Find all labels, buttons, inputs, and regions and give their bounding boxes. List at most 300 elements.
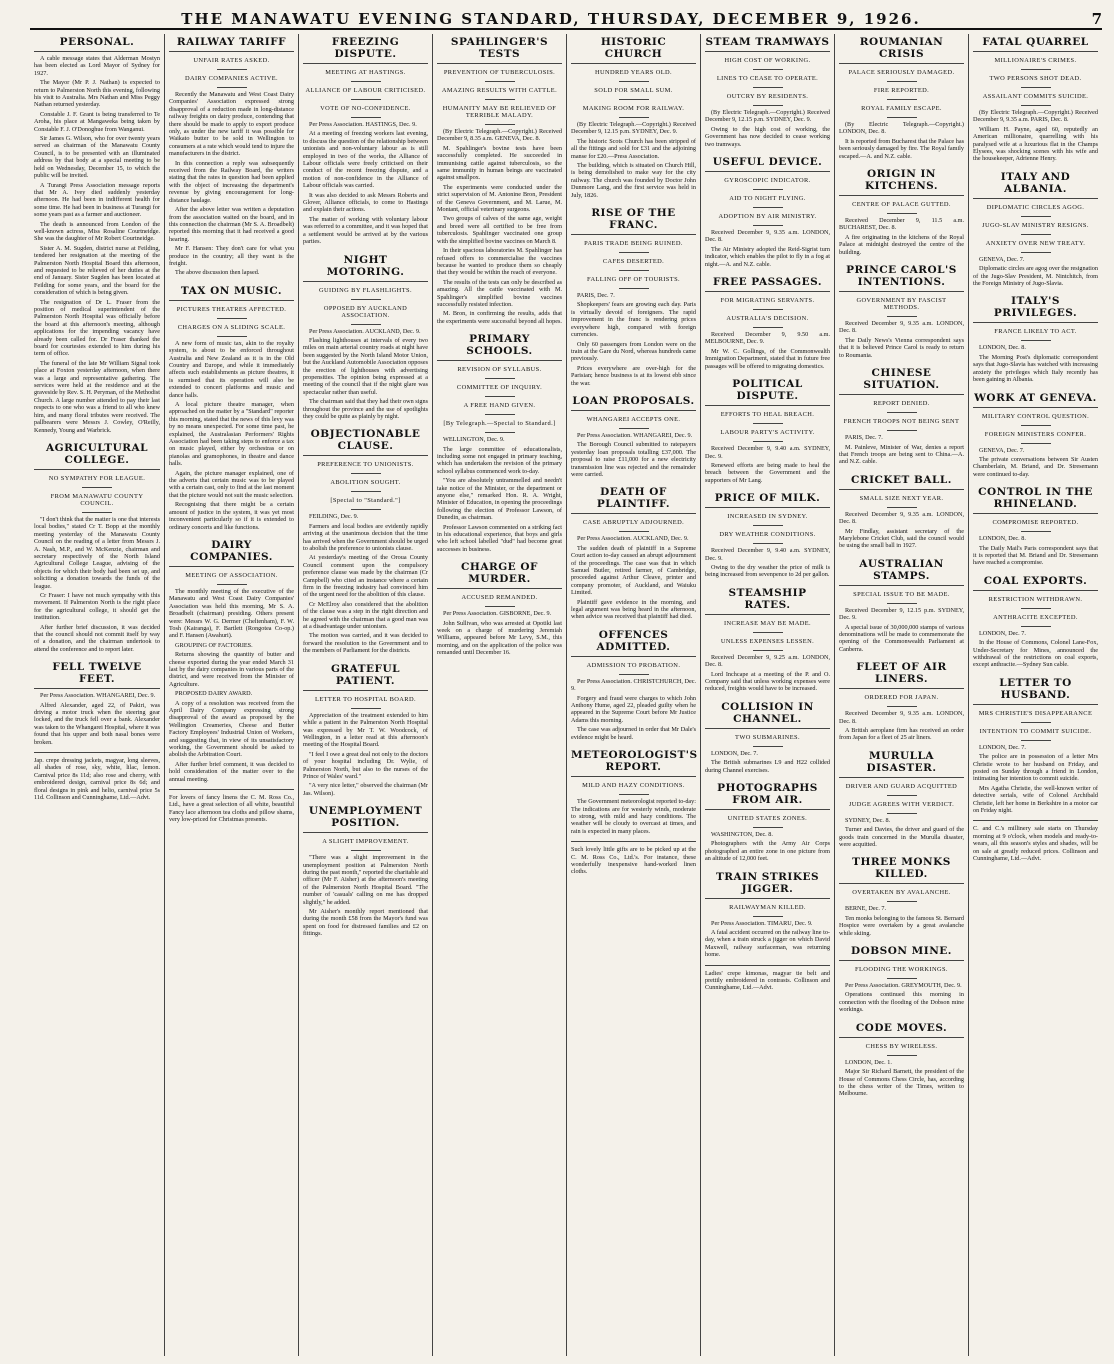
headline-rule <box>887 706 917 707</box>
headline-rule <box>1021 443 1051 444</box>
article <box>705 780 830 863</box>
article-paragraph: It is reported from Bucharest that the Palace has been seriously damaged by fire. The Royal family escaped.—A. and N.Z. cable. <box>839 137 964 160</box>
article-subheading: VOTE OF NO-CONFIDENCE. <box>320 105 411 112</box>
article-paragraph: Received December 9, 9.40 a.m. SYDNEY, Dec. 9. <box>705 547 830 562</box>
article-headline: PRINCE CAROL'S INTENTIONS. <box>839 262 964 292</box>
headline-rule <box>351 99 381 100</box>
page-number: 7 <box>1091 10 1102 28</box>
headline-rule <box>351 117 381 118</box>
headline-rule <box>887 901 917 902</box>
article-paragraph: Mr F. Hansen: They don't care for what you produce in the country; all they want is the freight. <box>169 245 294 267</box>
article-headline: FATAL QUARREL <box>973 34 1098 52</box>
headline-rule <box>217 87 247 88</box>
article-headline: CRICKET BALL. <box>839 472 964 490</box>
article-paragraph: Received December 9, 9.40 a.m. SYDNEY, Dec. 9. <box>705 445 830 460</box>
article-subheading: MILLIONAIRE'S CRIMES. <box>994 57 1077 64</box>
advertisement: Jap. crepe dressing jackets, magyar, long sleeves, all shades of rose, sky, white, lilac, lemon. Carnival price 8s 11d; also rose and cherry, with embroidered design, carnival price 8s 6d; and floral designs in pink and helio, carnival price 5s 11d. Collinson and Cunninghame, Ltd.—Advt. <box>34 752 160 801</box>
article-subheading: HUNDRED YEARS OLD. <box>594 69 673 76</box>
article-paragraph: Mr Findlay, assistant secretary of the Marylebone Cricket Club, said the council would be using the small ball in 1927. <box>839 527 964 550</box>
article-headline: UNEMPLOYMENT POSITION. <box>303 803 428 833</box>
article-subheading: FRANCE LIKELY TO ACT. <box>994 328 1077 336</box>
article <box>169 283 294 531</box>
headline-rule <box>351 850 381 851</box>
article <box>705 585 830 693</box>
headline-rule <box>1021 531 1051 532</box>
article-subheading: HIGH COST OF WORKING. <box>724 57 811 64</box>
article <box>303 252 428 421</box>
article-paragraph: Received December 9, 9.35 a.m. LONDON, Dec. 8. <box>705 229 830 244</box>
article <box>705 490 830 579</box>
article-paragraph: The private conversations between Sir Austen Chamberlain, M. Briand, and Dr. Stresemann were continued to-day. <box>973 455 1098 478</box>
article-paragraph: "You are absolutely untrammelled and needn't take notice of the Minister, or the department or anyone else," remarked Hon. R. A. Wright, Minister of Education, in opening the proceedings following the election of Professor Lawson, of Dunedin, as chairman. <box>437 477 562 522</box>
column-8 <box>968 34 1102 1356</box>
article <box>571 484 696 620</box>
article <box>973 675 1098 815</box>
article-paragraph: (By Electric Telegraph.—Copyright.) LONDON, Dec. 8. <box>839 121 964 136</box>
article-paragraph: Mr Aisher's monthly report mentioned that during the month £58 from the Mayor's fund was spent on food for distressed families and £2 on fittings. <box>303 908 428 938</box>
article-headline: FREEZING DISPUTE. <box>303 34 428 64</box>
article-subheading: DRIVER AND GUARD ACQUITTED <box>845 782 958 790</box>
headline-rule <box>82 487 112 488</box>
article-subheading: SPECIAL ISSUE TO BE MADE. <box>853 590 950 598</box>
article-paragraph: At a meeting of freezing workers last evening, to discuss the question of the relationship between unionists and non-voluntary labour as is still employed in two of the works, the Alliance of Labour officials were freely criticised on their conduct of the recent freezing dispute, and a motion of non-confidence in the Alliance of Labour officials was carried. <box>303 130 428 190</box>
article-headline: TRAIN STRIKES JIGGER. <box>705 869 830 899</box>
article-headline: DOBSON MINE. <box>839 943 964 961</box>
article-subheading: MILITARY CONTROL QUESTION. <box>981 412 1090 420</box>
article <box>34 34 160 434</box>
article <box>839 472 964 550</box>
article-paragraph: The Morning Post's diplomatic correspondent says that Jugo-Slavia has watched with increasing anxiety the privileges which Italy recently has been gaining in Albania. <box>973 353 1098 384</box>
headline-rule <box>619 428 649 429</box>
article <box>571 34 696 199</box>
headline-rule <box>887 117 917 118</box>
article-paragraph: Mr W. C. Gollings, of the Commonwealth Immigration Department, stated that in future free passages will be offered to migrating domestics. <box>705 347 830 370</box>
article <box>973 484 1098 567</box>
article-paragraph: A Turangi Press Association message reports that Mr A. Ivey died suddenly yesterday afternoon. He had been in indifferent health for some time. He had been in business at Turangi for some years past as a farmer and auctioneer. <box>34 181 160 219</box>
article-paragraph: GENEVA, Dec. 7. <box>979 255 1025 263</box>
article-paragraph: A cable message states that Alderman Mostyn has been elected as Lord Mayor of Sydney for 1927. <box>34 55 160 77</box>
article-paragraph: M. Painleve, Minister of War, denies a report that French troops are being sent to China.—A. and N.Z. cable. <box>839 443 964 466</box>
headline-rule <box>753 441 783 442</box>
article-subheading: ANTHRACITE EXCEPTED. <box>993 613 1078 621</box>
article-paragraph: A new form of music tax, akin to the royalty system, is about to be enforced throughout Australia and New Zealand as it is in the Old Country and Europe, and while it immediately affects such establishments as picture theatres, it is surmised that its operation will also be extended to concert platforms and music and dance halls. <box>169 339 294 399</box>
article-headline: OBJECTIONABLE CLAUSE. <box>303 426 428 456</box>
headline-rule <box>1021 425 1051 426</box>
article-paragraph: At yesterday's meeting of the Oroua County Council comment upon the compulsory preference clause was made by the chairman (Cr Campbell) who cited an instance where a certain firm in the freezing industry had convinced him of the urgent need for the abolition of this clause. <box>303 554 428 599</box>
article-subheading: [By Telegraph.—Special to Standard.] <box>443 420 556 428</box>
article-headline: RAILWAY TARIFF <box>169 34 294 52</box>
article-paragraph: The funeral of the late Mr William Signal took place at Foxton yesterday afternoon, when there was a large and representative gathering. The services were held at the residence and at the graveside by Rev. S. H. Peryman, of the Methodist Church. A large number attended to pay their last respects to one who was a friend to all who knew him, and many floral tributes were received. The pallbearers were Messrs J. Cowley, O'Reilly, Kennedy, Young and Warbrick. <box>34 359 160 434</box>
article <box>303 661 428 797</box>
article-paragraph: "A very nice letter," observed the chairman (Mr Jas. Wilson). <box>303 782 428 797</box>
article-paragraph: Alfred Alexander, aged 22, of Pakiri, was driving a motor truck when the steering gear locked, and the truck fell over a bank. Alexander was taken to the Whangarei Hospital, where it was found that his upper and both nasal bones were broken. <box>34 701 160 746</box>
headline-rule <box>351 491 381 492</box>
headline-rule <box>351 81 381 82</box>
article-subheading: TWO SUBMARINES. <box>735 733 800 741</box>
article-paragraph: Per Press Association. GISBORNE, Dec. 9. <box>443 610 552 618</box>
article-subheading: REPORT DENIED. <box>873 400 930 408</box>
article-subheading: [Special to "Standard."] <box>330 497 401 505</box>
article-paragraph: The historic Scots Church has been stripped of all the fittings and sold for £31 and the adjoining manse for £20.—Press Association. <box>571 137 696 160</box>
article-subheading: ASSAILANT COMMITS SUICIDE. <box>982 93 1089 100</box>
article-subheading: MILD AND HAZY CONDITIONS. <box>582 782 685 790</box>
headline-rule <box>619 117 649 118</box>
article <box>571 393 696 478</box>
article <box>303 34 428 246</box>
article-paragraph: LONDON, Dec. 7. <box>979 629 1026 637</box>
article-subheading: RAILWAYMAN KILLED. <box>729 903 806 911</box>
article-paragraph: After the above letter was written a deputation from the association waited on the board, and in this connection the chairman (Mr S. A. Broadbelt) reported this morning that it had received a good hearing. <box>169 206 294 243</box>
headline-rule <box>887 81 917 82</box>
article-paragraph: Photographers with the Army Air Corps photographed an entire zone in one picture from an altitude of 12,000 feet. <box>705 840 830 863</box>
article-subheading: DAIRY COMPANIES ACTIVE. <box>184 75 279 82</box>
article-paragraph: The results of the tests can only be described as amazing. All the cattle vaccinated with M. Spahlinger's simplified bovine vaccines successfully resisted infection. <box>437 278 562 308</box>
headline-rule <box>887 1055 917 1056</box>
article-paragraph: Two groups of calves of the same age, weight and breed were all certified to be free from tuberculosis. Spahlinger vaccinated one group with the simplified bovine vaccines on March 8. <box>437 215 562 245</box>
article-paragraph: The resignation of Dr L. Fraser from the position of medical superintendent of the Palmerston North Hospital was officially before the board at this afternoon's meeting, although applications for the impending vacancy have already been called for. Dr Fraser thanked the board for courtesies extended to him during his term of office. <box>34 298 160 358</box>
article-paragraph: Per Press Association. GREYMOUTH, Dec. 9. <box>845 982 962 990</box>
article-paragraph: The Air Ministry adopted the Reid-Sigrist turn indicator, which enables the pilot to fly in a fog at night.—A. and N.Z. cable. <box>705 245 830 268</box>
article <box>34 440 160 653</box>
headline-rule <box>619 531 649 532</box>
headline-rule <box>217 318 247 319</box>
headline-rule <box>217 69 247 70</box>
article-headline: ROUMANIAN CRISIS <box>839 34 964 64</box>
article-paragraph: Again, the picture manager explained, one of the adverts that certain music was to be played with a certain cast, only to find at the last moment that the picture would not suit the music selection. <box>169 469 294 499</box>
article-paragraph: Received December 9, 9.50 a.m. MELBOURNE, Dec. 9. <box>705 331 830 346</box>
article-subheading: CAFES DESERTED. <box>602 258 665 266</box>
article-paragraph: Received December 9, 12.15 p.m. SYDNEY, Dec. 9. <box>839 606 964 622</box>
article-paragraph: A fire originating in the kitchens of the Royal Palace at midnight destroyed the centre of the building. <box>839 233 964 256</box>
article <box>705 376 830 484</box>
article-paragraph: The chairman said that they had their own signs throughout the province and the use of spotlights they could be quite as plainly by night. <box>303 398 428 420</box>
article-paragraph: Turner and Davies, the driver and guard of the goods train concerned in the Murulla disaster, were acquitted. <box>839 826 964 849</box>
article-paragraph: Cr Fraser: I have not much sympathy with this movement. If Palmerston North is the right place for the agricultural college, it should get the institution. <box>34 591 160 622</box>
article-subheading: FROM MANAWATU COUNTY COUNCIL. <box>50 492 144 507</box>
article-subheading: NO SYMPATHY FOR LEAGUE. <box>48 474 146 482</box>
article-headline: NIGHT MOTORING. <box>303 252 428 282</box>
article-subheading: A FREE HAND GIVEN. <box>463 402 536 410</box>
article-paragraph: The death is announced from London of the well-known actress, Miss Rosaline Courtneidge. She was the daughter of Mr Robert Courtneidge. <box>34 220 160 243</box>
article-subheading: LETTER TO HOSPITAL BOARD. <box>315 695 416 703</box>
article-subheading: PARIS TRADE BEING RUINED. <box>584 240 683 248</box>
article-headline: COLLISION IN CHANNEL. <box>705 699 830 729</box>
article-paragraph: Sir James G. Wilson, who for over twenty years served as chairman of the Manawatu County Council, is to be presented with an illuminated address by that body at a special meeting to be held on Wednesday, December 15, to which the public will be invited. <box>34 135 160 180</box>
article-paragraph: The experiments were conducted under the strict supervision of M. Antonine Bron, President of the Geneva Government, and M. Larue, M. Montant, official veterinary surgeons. <box>437 183 562 214</box>
article-paragraph: Ten monks belonging to the famous St. Bernard Hospice were overtaken by a great avalanche while skiing. <box>839 914 964 937</box>
article <box>973 573 1098 669</box>
article-paragraph: Owing to the high cost of working, the Government has now decided to cease working two tramways. <box>705 125 830 148</box>
article-paragraph: In this connection a reply was subsequently received from the Railway Board, the writers stating that the rates in question had been applied with the object of increasing the department's revenue by giving encouragement for long-distance haulage. <box>169 159 294 204</box>
article-paragraph: (By Electric Telegraph.—Copyright.) Received December 9, 9.35 a.m. PARIS, Dec. 8. <box>973 109 1098 124</box>
article-paragraph: Operations continued this morning in connection with the flooding of the Dobson mine workings. <box>839 991 964 1014</box>
article-subheading: ALLIANCE OF LABOUR CRITICISED. <box>305 87 426 94</box>
headline-rule <box>619 674 649 675</box>
headline-rule <box>753 105 783 106</box>
article-paragraph: Lord Inchcape at a meeting of the P. and O. Company said that unless working expenses were reduced, freights would have to be increased. <box>705 670 830 693</box>
article <box>571 747 696 835</box>
article-paragraph: LONDON, Dec. 7. <box>979 743 1026 751</box>
article-headline: DEATH OF PLAINTIFF. <box>571 484 696 514</box>
article <box>705 34 830 148</box>
article-subheading: ANXIETY OVER NEW TREATY. <box>985 239 1086 247</box>
article-subheading: ADOPTION BY AIR MINISTRY. <box>718 213 817 221</box>
article-subheading: EFFORTS TO HEAL BREACH. <box>720 411 815 419</box>
article-paragraph: PARIS, Dec. 7. <box>577 292 615 300</box>
article-headline: CHINESE SITUATION. <box>839 365 964 395</box>
article <box>571 205 696 387</box>
article-subheading: COMMITTEE OF INQUIRY. <box>456 384 543 392</box>
headline-rule <box>351 299 381 300</box>
article-headline: PRICE OF MILK. <box>705 490 830 508</box>
article-paragraph: The Borough Council submitted to ratepayers yesterday loan proposals totalling £37,000. The proposal to raise £11,000 for a new electricity transmission line was rejected and the remainder were carried. <box>571 441 696 478</box>
article-headline: CONTROL IN THE RHINELAND. <box>973 484 1098 514</box>
article-paragraph: WELLINGTON, Dec. 9. <box>443 436 505 444</box>
article-subheading: WHANGAREI ACCEPTS ONE. <box>586 415 681 423</box>
article-paragraph: The monthly meeting of the executive of the Manawatu and West Coast Dairy Companies' Association was held this morning, Mr S. A. Broadbelt (chairman) presiding. Others present were: Messrs W. G. Dermer (Cheltenham), F. W. Tosh (Kairanga), F. Bartlett (Rongotea Co-op.) and F. Hansen (Awahuri). <box>169 587 294 640</box>
article-subheading: ABOLITION SOUGHT. <box>330 479 401 487</box>
article-paragraph: Farmers and local bodies are evidently rapidly arriving at the unanimous decision that the time has arrived when the Government should be urged to abolish the preference to unionists clause. <box>303 522 428 552</box>
article-subheading: A SLIGHT IMPROVEMENT. <box>322 838 409 846</box>
article-paragraph: "There was a slight improvement in the unemployment position at Palmerston North during the past month," reported the charitable aid officer (Mr F. Aisher) at the afternoon's meeting of the Palmerston North Hospital Board. "The number of 'casuals' calling on me has dropped slightly," he added. <box>303 854 428 906</box>
headline-rule <box>1021 340 1051 341</box>
article-subheading: MRS CHRISTIE'S DISAPPEARANCE <box>978 709 1093 717</box>
article-headline: RISE OF THE FRANC. <box>571 205 696 235</box>
article-subheading: FOREIGN MINISTERS CONFER. <box>984 430 1087 438</box>
article-paragraph: Renewed efforts are being made to heal the breach between the Government and the supporters of Mr Lang. <box>705 461 830 484</box>
article-paragraph: PROPOSED DAIRY AWARD. <box>175 690 253 698</box>
article-paragraph: Per Press Association. CHRISTCHURCH, Dec. 9. <box>571 677 696 693</box>
headline-rule <box>1021 216 1051 217</box>
article-paragraph: Per Press Association. WHANGAREI, Dec. 9. <box>40 692 156 700</box>
headline-rule <box>753 87 783 88</box>
headline-rule <box>753 69 783 70</box>
article <box>705 869 830 959</box>
article <box>839 365 964 466</box>
newspaper-columns <box>30 34 1102 1356</box>
article-paragraph: The building, which is situated on Church Hill, is being demolished to make way for the city railway. The church was founded by Doctor John Dunmore Lang, and the first service was held in July, 1826. <box>571 162 696 199</box>
article-subheading: SOLD FOR SMALL SUM. <box>594 87 673 94</box>
headline-rule <box>485 414 515 415</box>
article <box>839 659 964 742</box>
advertisement: For lovers of fancy linens the C. M. Ross Co., Ltd., have a great selection of all white, beautiful Fancy lace afternoon tea cloths and pillow shams, very low-priced for Christmas presents. <box>169 789 294 824</box>
headline-rule <box>619 288 649 289</box>
article-paragraph: Forgery and fraud were charges to which John Anthony Hume, aged 22, pleaded guilty when he appeared in the Supreme Court before Mr Justice Adams this morning. <box>571 694 696 724</box>
article-headline: WORK AT GENEVA. <box>973 390 1098 408</box>
article-paragraph: BERNE, Dec. 7. <box>845 905 887 913</box>
article-paragraph: GENEVA, Dec. 7. <box>979 446 1025 454</box>
article-subheading: INCREASED IN SYDNEY. <box>727 513 808 521</box>
article <box>437 559 562 656</box>
article-paragraph: The Mayor (Mr P. J. Nathan) is expected to return to Palmerston North this evening, following his visit to Australia. Mrs Nathan and Miss Peggy Nathan returned yesterday. <box>34 79 160 109</box>
article-headline: CODE MOVES. <box>839 1020 964 1038</box>
article-paragraph: After further brief discussion, it was decided that the council should not commit itself by way of a donation, and the chairman undertook to attend the conference and to report later. <box>34 623 160 653</box>
headline-rule <box>485 396 515 397</box>
article-subheading: OUTCRY BY RESIDENTS. <box>726 93 809 100</box>
headline-rule <box>887 213 917 214</box>
headline-rule <box>753 650 783 651</box>
article-paragraph: The police are in possession of a letter Mrs Christie wrote to her husband on Friday, and posted on Sunday through a friend in London, intimating her intention to commit suicide. <box>973 753 1098 783</box>
article-paragraph: Received December 9, 9.35 a.m. LONDON, Dec. 8. <box>839 320 964 335</box>
article-paragraph: The Daily Mail's Paris correspondent says that it is reported that M. Briand and Dr. Stresemann have reached a compromise. <box>973 544 1098 567</box>
article-paragraph: "I feel I owe a great deal not only to the doctors of your hospital including Dr. Wylie, of Palmerston North, but also to the nurses of the Prince of Wales' ward." <box>303 750 428 780</box>
article-subheading: UNITED STATES ZONES. <box>727 815 808 822</box>
headline-rule <box>1021 722 1051 723</box>
article-paragraph: A British aeroplane firm has received an order from Japan for a fleet of 25 air liners. <box>839 727 964 742</box>
article-paragraph: Returns showing the quantity of butter and cheese exported during the year ended March 31 last by the dairy companies in various parts of the district, and were received from the Minister of Agriculture. <box>169 651 294 688</box>
article-subheading: GOVERNMENT BY FASCIST METHODS. <box>856 297 947 312</box>
advertisement: Such lovely little gifts are to be picked up at the C. M. Ross Co., Ltd.'s. For instance, these wonderfully inexpensive hand-worked linen cloths. <box>571 841 696 876</box>
article-paragraph: Flashing lighthouses at intervals of every two miles on main arterial country roads at night have been suggested by the North Island Motor Union, but the Auckland Automobile Association opposes the erection of lighthouses with advertising propensities. The opinion being expressed at a meeting of the council that if the night glare was spectacular rather than useful. <box>303 336 428 396</box>
column-1 <box>30 34 164 1356</box>
article-subheading: FALLING OFF OF TOURISTS. <box>586 276 681 284</box>
column-2 <box>164 34 298 1356</box>
article-subheading: REVISION OF SYLLABUS. <box>457 366 542 374</box>
article-paragraph: The large committee of educationalists, including some not engaged in primary teaching, which has undertaken the revision of the primary school syllabus commenced work to-day. <box>437 445 562 475</box>
article-subheading: ORDERED FOR JAPAN. <box>864 694 939 702</box>
headline-rule <box>753 543 783 544</box>
article-subheading: SMALL SIZE NEXT YEAR. <box>859 494 944 502</box>
article-subheading: INCREASE MAY BE MADE. <box>723 619 812 627</box>
headline-rule <box>887 316 917 317</box>
article-paragraph: GROUPING OF FACTORIES. <box>175 641 253 649</box>
headline-rule <box>351 324 381 325</box>
article-subheading: AMAZING RESULTS WITH CATTLE. <box>441 87 558 94</box>
article-paragraph: Per Press Association. TIMARU, Dec. 9. <box>711 919 813 927</box>
article-headline: TAX ON MUSIC. <box>169 283 294 301</box>
article-paragraph: LONDON, Dec. 8. <box>979 535 1026 543</box>
article-headline: COAL EXPORTS. <box>973 573 1098 591</box>
article-paragraph: PARIS, Dec. 7. <box>845 434 883 442</box>
article-headline: HISTORIC CHURCH <box>571 34 696 64</box>
headline-rule <box>619 794 649 795</box>
article-subheading: OPPOSED BY AUCKLAND ASSOCIATION. <box>323 304 408 319</box>
article-subheading: JUGO-SLAV MINISTRY RESIGNS. <box>982 221 1089 229</box>
article-headline: LOAN PROPOSALS. <box>571 393 696 411</box>
article <box>973 34 1098 163</box>
article-subheading: ACCUSED REMANDED. <box>461 594 538 602</box>
article <box>571 627 696 741</box>
article-headline: SPAHLINGER'S TESTS <box>437 34 562 64</box>
article-subheading: OVERTAKEN BY AVALANCHE. <box>852 889 951 897</box>
article <box>303 803 428 937</box>
article-subheading: GUIDING BY FLASHLIGHTS. <box>319 286 412 294</box>
article-paragraph: The above discussion then lapsed. <box>175 269 260 277</box>
article-paragraph: Sister A. M. Sugden, district nurse at Feilding, tendered her resignation at the meeting of the Palmerston North Hospital Board this afternoon, and requested to be relieved of her duties at the end of January. Sister Sugden has been located at Feilding for some years, and the board for the consideration of which is being given. <box>34 244 160 297</box>
article <box>839 943 964 1014</box>
article-headline: DAIRY COMPANIES. <box>169 537 294 567</box>
article-subheading: AUSTRALIA'S DECISION. <box>726 315 809 323</box>
article-paragraph: The sudden death of plaintiff in a Supreme Court action to-day caused an abrupt adjournment of the proceedings. The case was that in which Samuel Butler, retired farmer, of Cambridge, proceeded against Arthur Cleave, printer and company promoter, of Auckland, and Waiuku Limited. <box>571 544 696 597</box>
article-paragraph: The motion was carried, and it was decided to forward the resolution to the Government and to the members of Parliament for the districts. <box>303 632 428 655</box>
article-paragraph: Per Press Association. AUCKLAND, Dec. 9. <box>309 327 421 335</box>
article-headline: AGRICULTURAL COLLEGE. <box>34 440 160 470</box>
article <box>303 426 428 654</box>
column-3 <box>298 34 432 1356</box>
headline-rule <box>1021 105 1051 106</box>
article <box>169 537 294 783</box>
article-headline: STEAM TRAMWAYS <box>705 34 830 52</box>
article-subheading: FRENCH TROOPS NOT BEING SENT <box>843 418 960 426</box>
article-subheading: UNLESS EXPENSES LESSEN. <box>720 637 815 645</box>
article-paragraph: Received December 9, 9.35 a.m. LONDON, Dec. 8. <box>839 710 964 725</box>
headline-rule <box>753 423 783 424</box>
article-paragraph: (By Electric Telegraph.—Copyright.) Received December 9, 8.35 a.m. GENEVA, Dec. 8. <box>437 128 562 143</box>
headline-rule <box>753 746 783 747</box>
article-paragraph: Received December 9, 9.25 a.m. LONDON, Dec. 8. <box>705 653 830 669</box>
article-subheading: CASE ABRUPTLY ADJOURNED. <box>582 519 685 527</box>
article <box>839 262 964 359</box>
headline-rule <box>1021 234 1051 235</box>
headline-rule <box>485 124 515 125</box>
article-subheading: PICTURES THEATRES AFFECTED. <box>176 305 287 313</box>
article-subheading: FLOODING THE WORKINGS. <box>855 966 948 974</box>
article-paragraph: The Daily News's Vienna correspondent says that it is believed Prince Carol is ready to return to Roumania. <box>839 336 964 359</box>
article-headline: LETTER TO HUSBAND. <box>973 675 1098 705</box>
article-subheading: GYROSCOPIC INDICATOR. <box>724 177 811 185</box>
article-paragraph: Per Press Association. AUCKLAND, Dec. 9. <box>577 535 689 543</box>
article-paragraph: Cr McElroy also considered that the abolition of the clause was a step in the right direction and he agreed with the chairman that a good man was at a disadvantage under unionism. <box>303 600 428 631</box>
headline-rule <box>753 327 783 328</box>
headline-rule <box>887 430 917 431</box>
article-subheading: MEETING OF ASSOCIATION. <box>185 571 278 579</box>
article-paragraph: Per Press Association. WHANGAREI, Dec. 9. <box>577 431 693 439</box>
headline-rule <box>1021 69 1051 70</box>
article-paragraph: Constable J. F. Grant is being transferred to Te Aroha, his place at Mangaweka being taken by Constable F. J. O'Donoghue from Wanganui. <box>34 110 160 133</box>
headline-rule <box>887 795 917 796</box>
headline-rule <box>217 584 247 585</box>
article-headline: PERSONAL. <box>34 34 160 52</box>
article-headline: FREE PASSAGES. <box>705 274 830 292</box>
article-paragraph: LONDON, Dec. 1. <box>845 1058 892 1066</box>
article <box>839 748 964 849</box>
article <box>169 34 294 277</box>
article-paragraph: M. Spahlinger's bovine tests have been successfully completed. He succeeded in immunising cattle against tuberculosis, so the same immunity in human beings are vaccinated against smallpox. <box>437 144 562 182</box>
article-paragraph: Received December 9, 11.5 a.m. BUCHAREST, Dec. 8. <box>839 217 964 232</box>
article-subheading: MEETING AT HASTINGS. <box>325 69 406 76</box>
article-headline: METEOROLOGIST'S REPORT. <box>571 747 696 777</box>
headline-rule <box>753 827 783 828</box>
article-paragraph: LONDON, Dec. 8. <box>979 344 1026 352</box>
headline-rule <box>82 512 112 513</box>
headline-rule <box>351 473 381 474</box>
article-headline: MURULLA DISASTER. <box>839 748 964 778</box>
article <box>973 390 1098 479</box>
article-paragraph: Only 60 passengers from London were on the train at the Gare du Nord, whereas hundreds came previously. <box>571 340 696 363</box>
headline-rule <box>1021 740 1051 741</box>
article-paragraph: In the House of Commons, Colonel Lane-Fox, Under-Secretary for Mines, announced the withdrawal of the restrictions on coal exports, except anthracite.—Sydney Sun cable. <box>973 639 1098 669</box>
article <box>839 1020 964 1098</box>
article-subheading: UNFAIR RATES ASKED. <box>193 57 270 64</box>
article-paragraph: M. Bron, in confirming the results, adds that the experiments were successful beyond all hopes. <box>437 310 562 325</box>
article-paragraph: Owing to the dry weather the price of milk is being increased from sevenpence to 2d per gallon. <box>705 563 830 579</box>
headline-rule <box>887 412 917 413</box>
article-subheading: CENTRE OF PALACE GUTTED. <box>852 201 951 209</box>
article-headline: THREE MONKS KILLED. <box>839 854 964 884</box>
headline-rule <box>619 270 649 271</box>
article-paragraph: The matter of working with voluntary labour was referred to a committee, and it was hoped that a settlement would be arrived at by the various parties. <box>303 215 428 246</box>
headline-rule <box>753 309 783 310</box>
article <box>705 154 830 268</box>
article-paragraph: Plaintiff gave evidence in the morning, and legal argument was being heard in the afternoon, when advice was received that plaintiff had died. <box>571 598 696 621</box>
headline-rule <box>485 81 515 82</box>
headline-rule <box>619 252 649 253</box>
article-subheading: CHARGES ON A SLIDING SCALE. <box>177 323 286 331</box>
article-subheading: FOR MIGRATING SERVANTS. <box>720 297 815 305</box>
headline-rule <box>887 507 917 508</box>
article-subheading: DRY WEATHER CONDITIONS. <box>719 531 816 539</box>
article-headline: PHOTOGRAPHS FROM AIR. <box>705 780 830 810</box>
